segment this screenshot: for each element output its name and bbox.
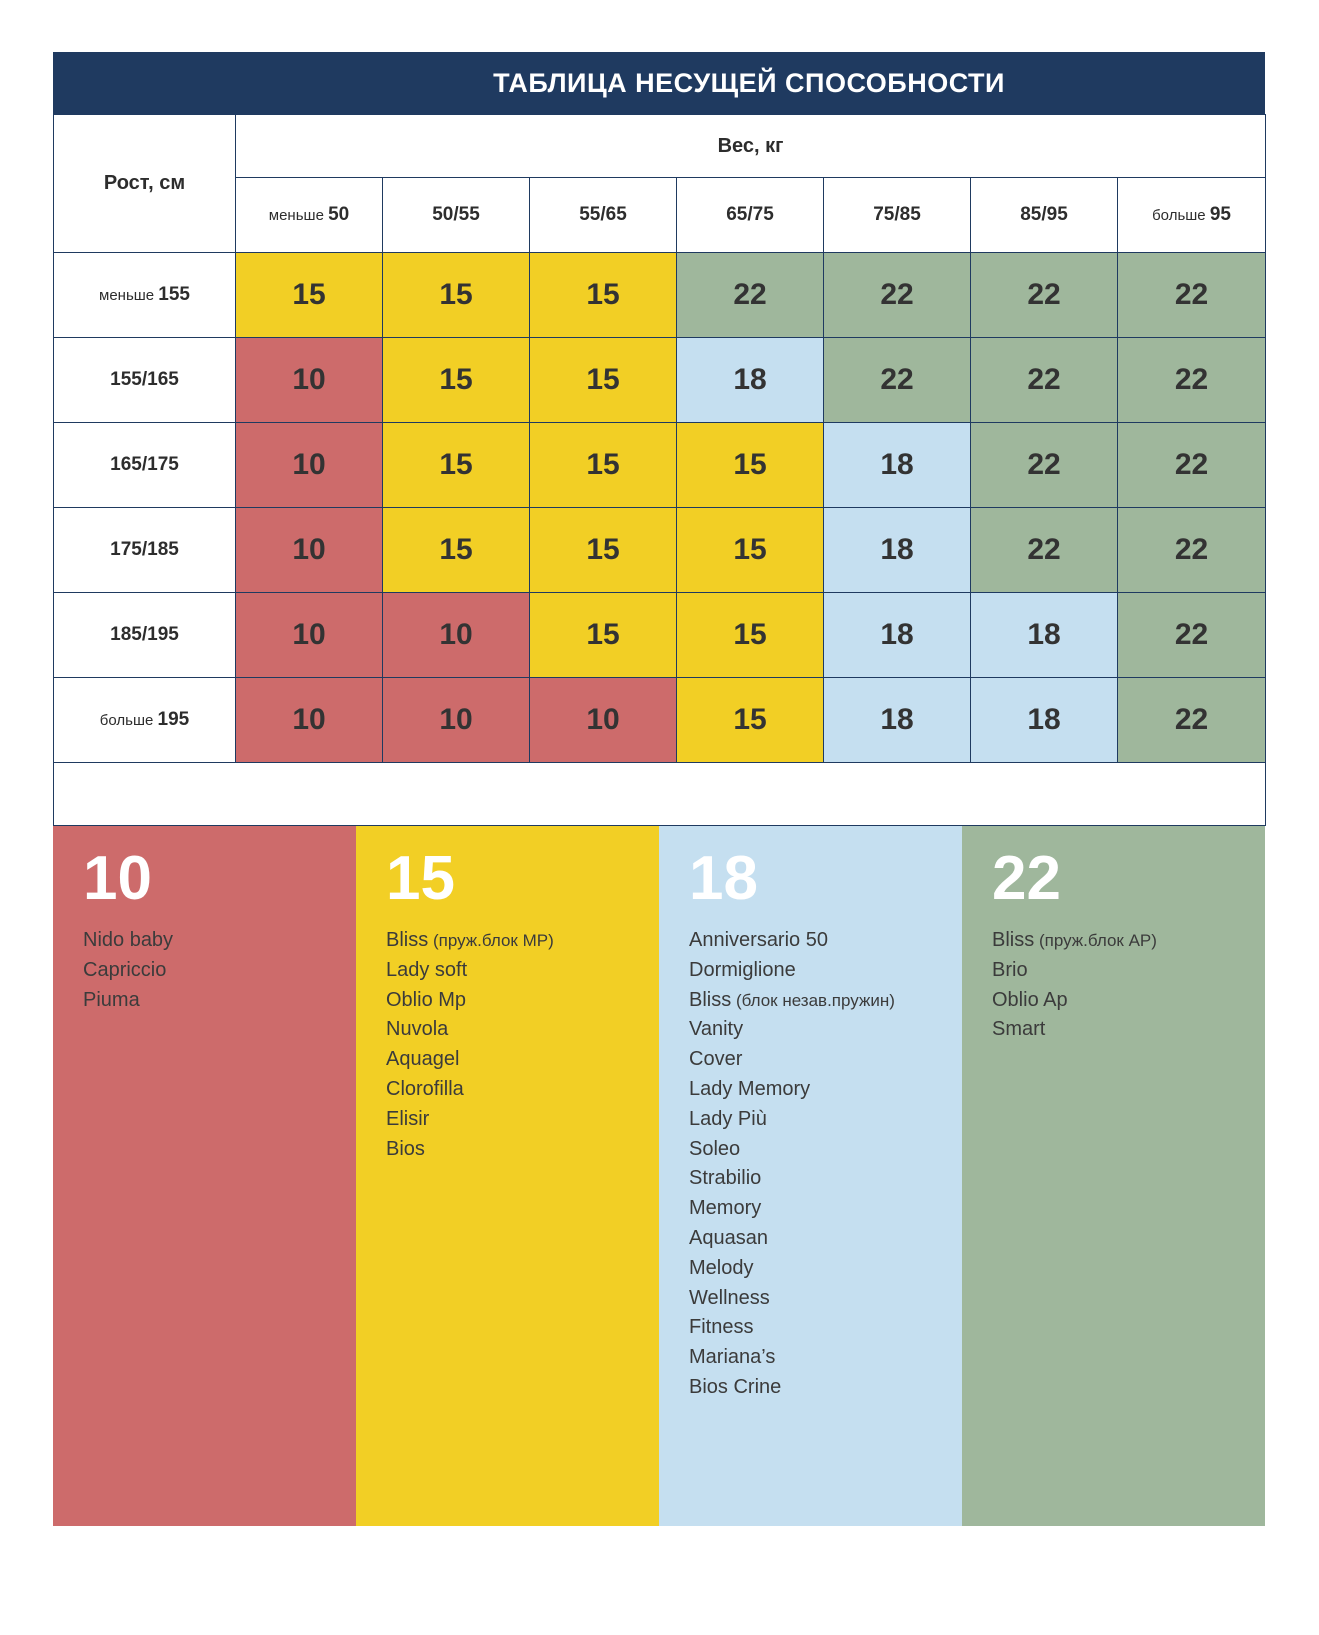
capacity-cell: 18	[824, 423, 971, 508]
legend-item: Nido baby	[83, 929, 174, 951]
capacity-cell: 18	[824, 678, 971, 763]
height-row-header: 155/165	[54, 338, 236, 423]
spacer-row	[54, 763, 1266, 826]
height-row-header: 165/175	[54, 423, 236, 508]
capacity-cell: 15	[383, 338, 530, 423]
weight-column-header: 55/65	[530, 178, 677, 253]
capacity-cell: 22	[971, 338, 1118, 423]
capacity-cell: 10	[530, 678, 677, 763]
height-row-header: меньше 155	[54, 253, 236, 338]
capacity-cell: 10	[236, 338, 383, 423]
legend-item: Mariana’s	[689, 1346, 776, 1369]
legend-item: Memory	[689, 1197, 762, 1220]
legend-column	[659, 826, 962, 1526]
legend	[53, 826, 1265, 1526]
legend-item: Oblio Ap	[992, 988, 1068, 1011]
legend-item: Nuvola	[386, 1018, 449, 1041]
capacity-cell: 10	[383, 593, 530, 678]
table-row	[54, 678, 1266, 763]
legend-item: Clorofilla	[386, 1077, 464, 1100]
capacity-cell: 15	[677, 593, 824, 678]
legend-value: 22	[992, 844, 1061, 913]
legend-item: Piuma	[83, 988, 140, 1011]
capacity-cell: 15	[530, 338, 677, 423]
legend-item: Bios	[386, 1137, 425, 1160]
capacity-matrix	[53, 114, 1266, 826]
capacity-cell: 22	[971, 423, 1118, 508]
capacity-cell: 15	[530, 508, 677, 593]
capacity-cell: 15	[677, 423, 824, 508]
capacity-cell: 22	[824, 253, 971, 338]
legend-item: Lady Più	[689, 1107, 767, 1130]
legend-item: Elisir	[386, 1107, 430, 1130]
spacer-cell	[54, 763, 1266, 826]
legend-item: Wellness	[689, 1286, 770, 1309]
legend-item: Capriccio	[83, 958, 167, 981]
legend-value: 18	[689, 844, 758, 913]
page-title-bar	[53, 52, 1265, 114]
weight-column-header: меньше 50	[236, 178, 383, 253]
capacity-cell: 15	[383, 508, 530, 593]
legend-item: Aquasan	[689, 1226, 768, 1249]
legend-item: Bliss (пруж.блок MP)	[386, 929, 554, 951]
legend-item: Strabilio	[689, 1167, 762, 1190]
capacity-cell: 18	[824, 508, 971, 593]
legend-item: Bliss (пруж.блок AP)	[992, 929, 1157, 951]
legend-item: Cover	[689, 1048, 743, 1071]
legend-item: Lady soft	[386, 958, 468, 981]
table-row	[54, 593, 1266, 678]
weight-header-row	[54, 115, 1266, 178]
legend-item: Dormiglione	[689, 958, 796, 981]
legend-item: Fitness	[689, 1316, 754, 1339]
legend-item: Anniversario 50	[689, 929, 828, 951]
capacity-cell: 15	[530, 423, 677, 508]
capacity-cell: 22	[824, 338, 971, 423]
weight-column-header: больше 95	[1118, 178, 1266, 253]
weight-column-header: 65/75	[677, 178, 824, 253]
legend-item: Bliss (блок незав.пружин)	[689, 988, 895, 1011]
weight-columns-row	[54, 178, 1266, 253]
height-row-header: 175/185	[54, 508, 236, 593]
weight-axis-label: Вес, кг	[236, 115, 1266, 178]
table-row	[54, 423, 1266, 508]
legend-item: Melody	[689, 1256, 754, 1279]
table-row	[54, 338, 1266, 423]
capacity-cell: 18	[971, 678, 1118, 763]
capacity-cell: 22	[1118, 593, 1266, 678]
capacity-cell: 10	[383, 678, 530, 763]
capacity-cell: 10	[236, 423, 383, 508]
legend-item: Oblio Mp	[386, 988, 467, 1011]
capacity-cell: 15	[530, 253, 677, 338]
height-row-header: 185/195	[54, 593, 236, 678]
table-row	[54, 508, 1266, 593]
capacity-cell: 15	[236, 253, 383, 338]
capacity-cell: 18	[971, 593, 1118, 678]
page-title: ТАБЛИЦА НЕСУЩЕЙ СПОСОБНОСТИ	[493, 67, 1005, 98]
capacity-cell: 22	[971, 253, 1118, 338]
capacity-cell: 15	[677, 678, 824, 763]
legend-item: Lady Memory	[689, 1077, 811, 1100]
capacity-cell: 10	[236, 508, 383, 593]
capacity-cell: 22	[1118, 423, 1266, 508]
legend-item: Smart	[992, 1018, 1046, 1041]
capacity-cell: 15	[530, 593, 677, 678]
capacity-cell: 15	[677, 508, 824, 593]
capacity-cell: 15	[383, 253, 530, 338]
capacity-cell: 22	[1118, 678, 1266, 763]
load-capacity-table	[53, 52, 1265, 1526]
weight-column-header: 85/95	[971, 178, 1118, 253]
weight-column-header: 50/55	[383, 178, 530, 253]
legend-column	[53, 826, 356, 1526]
capacity-cell: 18	[677, 338, 824, 423]
legend-item: Aquagel	[386, 1048, 460, 1071]
capacity-cell: 18	[824, 593, 971, 678]
height-axis-label: Рост, см	[54, 115, 236, 253]
capacity-cell: 22	[1118, 508, 1266, 593]
legend-column	[962, 826, 1265, 1526]
capacity-cell: 10	[236, 593, 383, 678]
capacity-cell: 22	[677, 253, 824, 338]
capacity-cell: 10	[236, 678, 383, 763]
legend-item: Vanity	[689, 1018, 744, 1041]
legend-value: 10	[83, 844, 152, 913]
legend-column	[356, 826, 659, 1526]
legend-value: 15	[386, 844, 455, 913]
legend-item: Bios Crine	[689, 1375, 782, 1398]
capacity-cell: 22	[1118, 253, 1266, 338]
table-row	[54, 253, 1266, 338]
legend-item: Soleo	[689, 1137, 741, 1160]
capacity-cell: 22	[1118, 338, 1266, 423]
weight-column-header: 75/85	[824, 178, 971, 253]
height-row-header: больше 195	[54, 678, 236, 763]
capacity-cell: 15	[383, 423, 530, 508]
legend-item: Brio	[992, 958, 1028, 981]
capacity-cell: 22	[971, 508, 1118, 593]
